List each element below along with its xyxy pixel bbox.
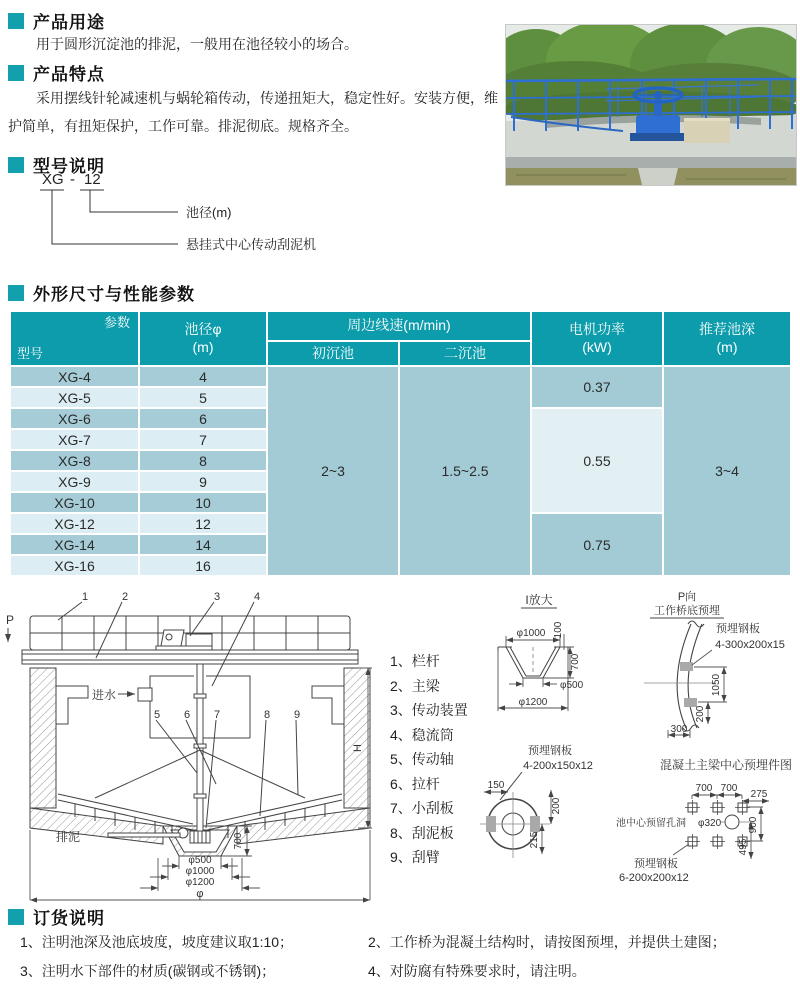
list-item: 5、传动轴 [390,751,454,767]
model-cell: XG-16 [11,556,138,575]
dim-bottom: φ500 [560,680,584,691]
header-speed-secondary: 二沉池 [400,342,530,365]
dim-1050: 1050 [711,673,722,697]
dim-phi: φ [196,888,204,900]
section-bullet-icon [8,285,24,301]
dim-700a: 700 [695,783,713,794]
header-speed-primary: 初沉池 [268,342,398,365]
corner-header-cell [11,312,138,365]
dim-215: 215 [529,831,540,849]
embedded-plate [530,816,540,832]
list-item: 1、注明池深及池底坡度，坡度建议取1:10； [20,934,294,950]
diameter-cell: 5 [140,388,266,407]
diameter-cell: 7 [140,430,266,449]
dim-top: φ1000 [516,628,546,639]
section-bullet-icon [8,157,24,173]
model-cell: XG-6 [11,409,138,428]
diameter-cell: 10 [140,493,266,512]
model-cell: XG-8 [11,451,138,470]
dim-700: 700 [233,832,244,850]
diameter-cell: 9 [140,472,266,491]
diameter-cell: 14 [140,535,266,554]
header-power-line1: 电机功率 [569,321,625,337]
detail-i-drawing [468,590,638,742]
svg-text:3: 3 [213,591,221,603]
model-code-prefix: XG [42,171,64,188]
model-code-diagram [28,166,368,262]
list-item: 8、刮泥板 [390,824,454,841]
section-specs-title: 外形尺寸与性能参数 [33,285,195,304]
hole-diameter: φ320 [698,818,722,829]
left-wall [30,668,56,808]
section-bullet-icon [8,13,24,29]
header-power-line2: (kW) [582,338,612,355]
list-item: 2、工作桥为混凝土结构时，请按图预埋，并提供土建图； [368,934,726,950]
model-cell: XG-12 [11,514,138,533]
beam-center-drawing [611,745,800,905]
right-wall [344,668,370,808]
p-view-title2: 工作桥底预埋 [654,605,720,617]
depth-value: 3~4 [664,367,790,575]
list-item: 1、栏杆 [390,653,440,669]
p-direction-label: P [6,613,15,627]
list-item: 7、小刮板 [390,800,454,816]
header-depth-line2: (m) [716,338,738,355]
svg-text:7: 7 [213,709,221,721]
plate-label: 预埋钢板 [634,858,678,870]
usage-text: 用于圆形沉淀池的排泥，一般用在池径较小的场合。 [36,36,358,52]
beam-center-title: 混凝土主梁中心预埋件图 [659,758,793,772]
dim-outer: φ1200 [518,697,548,708]
diameter-cell: 16 [140,556,266,575]
dim-495: 495 [738,838,749,856]
main-cross-section-drawing [0,588,400,905]
ordering-list [20,932,792,981]
tank-structure [8,602,370,856]
diameter-cell: 8 [140,451,266,470]
header-speed-group: 周边线速(m/min) [268,312,530,340]
embedded-plate [684,698,697,707]
inlet-label: 进水 [92,688,117,702]
dim-300: 300 [670,724,688,735]
svg-text:5: 5 [153,709,161,721]
section-model-title: 型号说明 [33,157,105,176]
diameter-cell: 6 [140,409,266,428]
p-view-drawing [628,588,800,750]
dim-200: 200 [551,797,562,815]
header-depth-line1: 推荐池深 [699,321,755,337]
header-diameter-line1: 池径φ [184,321,222,337]
model-cell: XG-14 [11,535,138,554]
plate-spec: 6-200x200x12 [619,872,689,884]
dim-700: 700 [570,653,581,671]
list-item: 9、刮臂 [390,849,440,865]
center-hole [725,815,739,829]
pedestal [638,168,678,185]
plate-spec: 4-300x200x15 [715,639,785,651]
section-usage-title: 产品用途 [33,13,105,32]
svg-text:2: 2 [121,591,129,603]
model-cell: XG-9 [11,472,138,491]
corner-model-label: 型号 [17,345,44,361]
model-code-number: 12 [84,171,101,188]
dim-150: 150 [487,780,505,791]
inlet-pipe [138,688,152,701]
dim-500: φ500 [188,855,212,866]
list-item: 3、注明水下部件的材质(碳钢或不锈钢)； [20,963,276,979]
diameter-cell: 4 [140,367,266,386]
section-specs-heading [8,280,195,305]
section-bullet-icon [8,909,24,925]
model-cell: XG-4 [11,367,138,386]
speed-primary-value: 2~3 [268,367,398,575]
section-ordering-title: 订货说明 [33,909,105,928]
power-value-055: 0.55 [532,409,662,512]
sludge-label: 排泥 [56,830,81,844]
power-value-075: 0.75 [532,514,662,575]
svg-text:9: 9 [293,709,301,721]
dim-900: 900 [748,816,759,834]
hole-label: 池中心预留孔洞 [616,818,686,829]
corner-param-label: 参数 [103,315,130,330]
diameter-cell: 12 [140,514,266,533]
embedded-plate [680,662,693,671]
model-code-dash: - [70,171,75,188]
embedded-plate [486,816,496,832]
list-item: 4、稳流筒 [390,726,454,743]
list-item: 4、对防腐有特殊要求时，请注明。 [368,963,586,979]
table-row [11,367,790,386]
p-view-title1: P向 [677,591,697,603]
features-text: 采用摆线针轮减速机与蜗轮箱传动，传递扭矩大，稳定性好。安装方便，维护简单，有扭矩保护，工作可靠。排泥彻底。规格齐全。 [8,90,498,134]
header-diameter-line2: (m) [192,338,214,355]
small-scraper [190,831,210,843]
dim-1200: φ1200 [185,877,215,888]
svg-text:8: 8 [263,709,271,721]
list-item: 2、主梁 [390,677,440,694]
header-depth [664,312,790,365]
power-value-037: 0.37 [532,367,662,407]
svg-text:6: 6 [183,709,191,721]
section-bullet-icon [8,65,24,81]
dim-100: 100 [553,621,564,639]
section-features-title: 产品特点 [33,65,105,84]
anchor-plate-detail [438,742,618,892]
plate-label: 预埋钢板 [716,623,760,635]
model-diameter-label: 池径(m) [186,205,232,220]
plate-spec: 4-200x150x12 [523,760,593,772]
drive-motor [161,630,184,646]
bridge-beam [22,650,358,664]
plate-label: 预埋钢板 [528,745,572,757]
h-dim: H [352,744,364,752]
speed-secondary-value: 1.5~2.5 [400,367,530,575]
model-cell: XG-5 [11,388,138,407]
equipment-photo [505,24,797,186]
list-item: 3、传动装置 [390,702,468,718]
header-diameter [140,312,266,365]
dim-275: 275 [750,789,768,800]
list-item: 6、拉杆 [390,775,440,792]
detail-i-title: I放大 [525,593,553,607]
section-ordering-heading [8,904,105,929]
svg-text:1: 1 [81,591,89,603]
dim-1000: φ1000 [185,866,215,877]
header-power [532,312,662,365]
dim-200: 200 [695,705,706,723]
spec-table [9,310,792,577]
model-name-label: 悬挂式中心传动刮泥机 [186,237,317,252]
dim-700b: 700 [720,783,738,794]
model-cell: XG-7 [11,430,138,449]
model-cell: XG-10 [11,493,138,512]
svg-text:4: 4 [253,591,261,603]
section-features-heading [8,60,105,85]
sludge-pipe [108,833,180,837]
